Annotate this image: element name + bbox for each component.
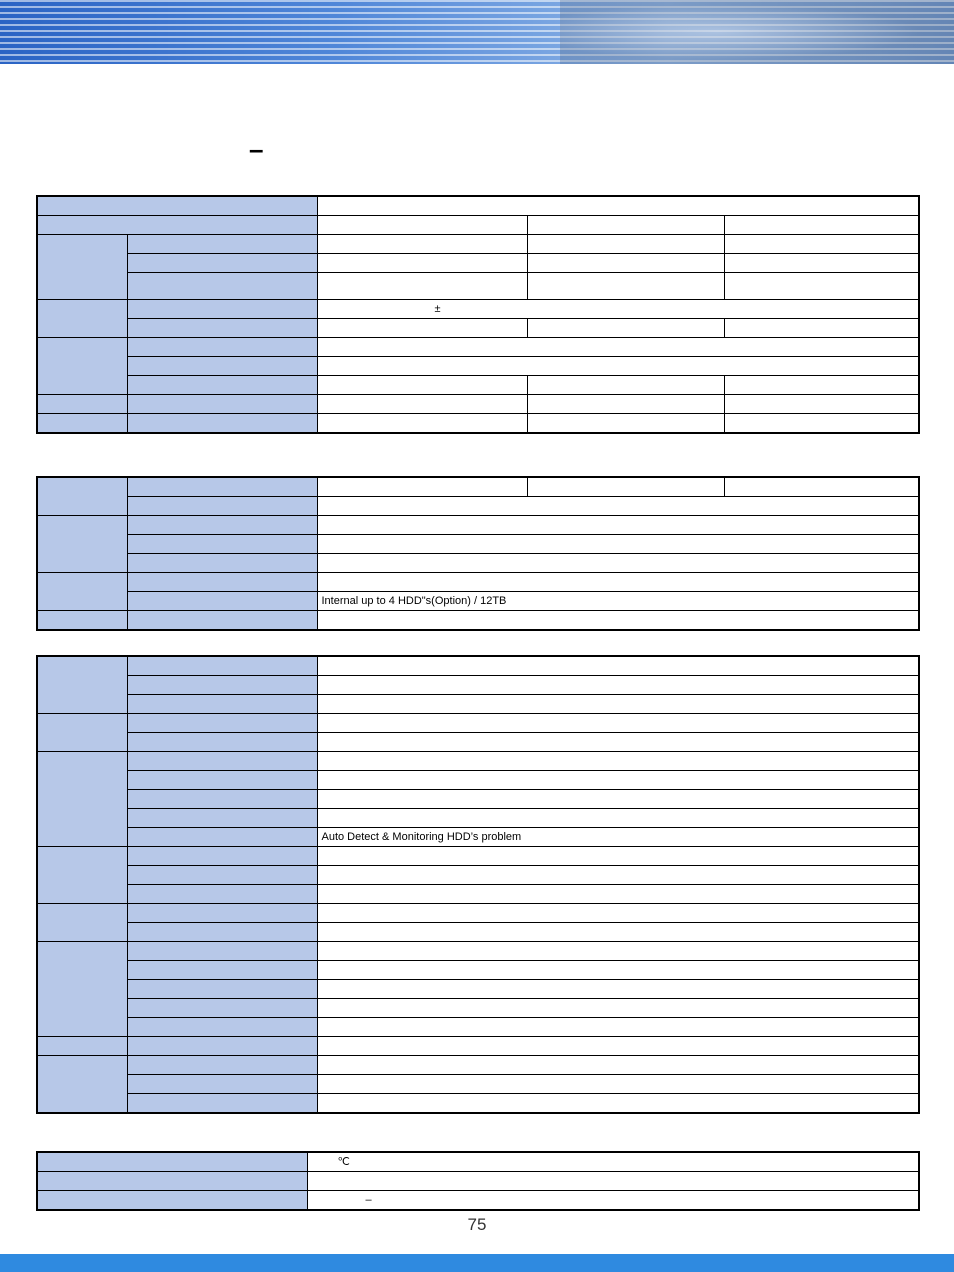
table-row: [37, 1094, 919, 1114]
power-tolerance: ±: [434, 303, 441, 315]
table-row: [37, 980, 919, 999]
table-row: [37, 885, 919, 904]
table-row: [37, 923, 919, 942]
table-row: [37, 733, 919, 752]
table-row: [37, 999, 919, 1018]
table-row: [37, 376, 919, 395]
table-row: [37, 300, 919, 319]
table-row: [37, 695, 919, 714]
storage-capacity: Internal up to 4 HDD"s(Option) / 12TB: [317, 592, 919, 611]
table-row: [37, 196, 919, 216]
table-row: [37, 1172, 919, 1191]
table-row: [37, 790, 919, 809]
table-row: [37, 414, 919, 434]
table-row: [37, 847, 919, 866]
table-row: [37, 535, 919, 554]
table-row: [37, 752, 919, 771]
table-row: [37, 1152, 919, 1172]
table-row: [37, 497, 919, 516]
table-row: [37, 319, 919, 338]
table-row: [37, 573, 919, 592]
table-row: [37, 1075, 919, 1094]
table-row: [37, 477, 919, 497]
table-row: [37, 254, 919, 273]
dimension-dash: –: [365, 1194, 372, 1206]
page-number: 75: [467, 1215, 487, 1234]
table-row: [37, 357, 919, 376]
footer-bar: [0, 1254, 954, 1272]
table-row: [37, 592, 919, 611]
table-row: [37, 235, 919, 254]
table-row: [37, 1018, 919, 1037]
table-row: [37, 395, 919, 414]
spec-table-environment: [36, 1151, 920, 1211]
table-row: [37, 942, 919, 961]
table-row: [37, 676, 919, 695]
table-row: [37, 828, 919, 847]
table-row: [37, 809, 919, 828]
table-row: [37, 961, 919, 980]
table-row: [37, 611, 919, 631]
table-row: [37, 1056, 919, 1075]
table-row: [37, 1191, 919, 1211]
spec-table-general: [36, 195, 920, 434]
table-row: [37, 516, 919, 535]
header-camera-image: [560, 0, 954, 64]
spec-table-functions: [36, 655, 920, 1114]
table-row: [37, 656, 919, 676]
table-row: [37, 216, 919, 235]
table-row: [37, 554, 919, 573]
page-title: –: [249, 134, 264, 164]
table-row: [37, 904, 919, 923]
spec-table-recording: [36, 476, 920, 631]
table-row: [37, 338, 919, 357]
table-row: [37, 866, 919, 885]
table-row: [37, 771, 919, 790]
table-row: [37, 273, 919, 300]
table-row: [37, 714, 919, 733]
hdd-monitoring: Auto Detect & Monitoring HDD’s problem: [317, 828, 919, 847]
temperature-unit: ℃: [337, 1156, 350, 1168]
table-row: [37, 1037, 919, 1056]
